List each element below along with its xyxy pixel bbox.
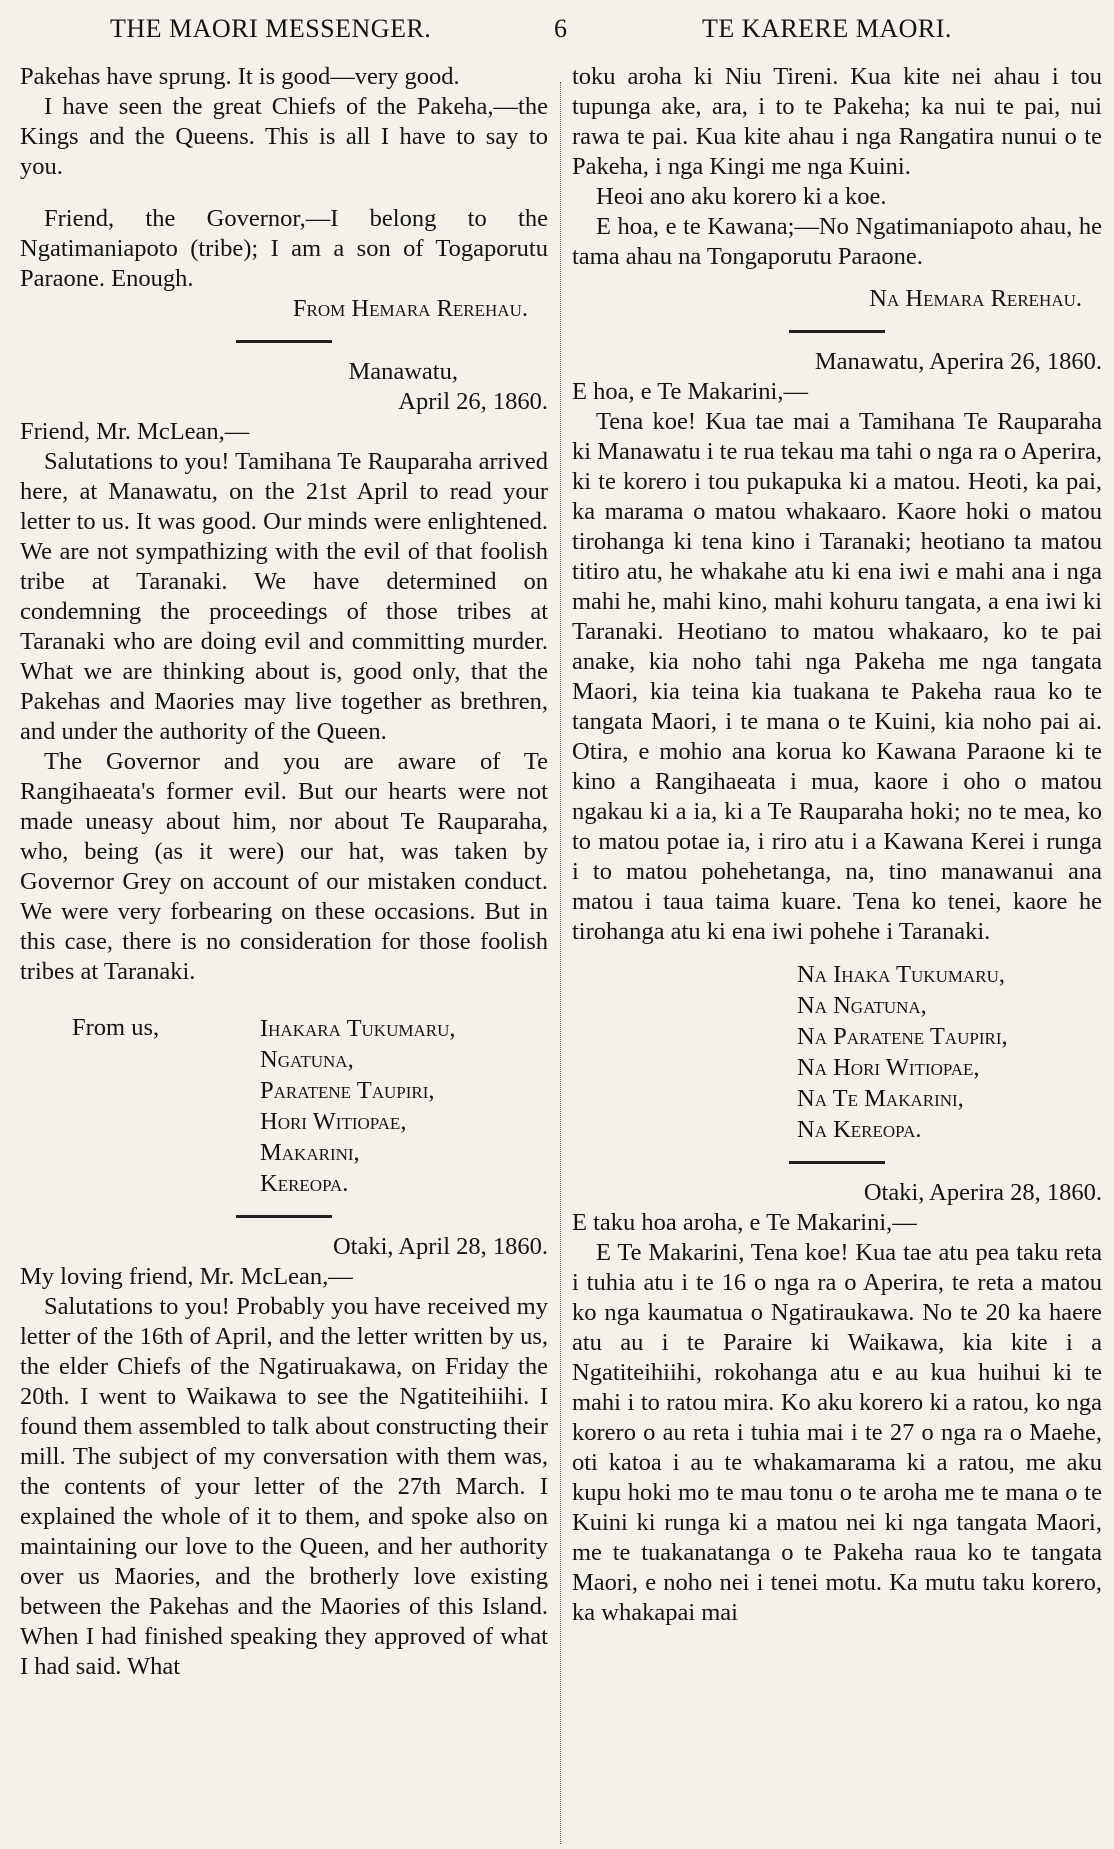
letter2-paragraph: Tena koe! Kua tae mai a Tamihana Te Rauparaha ki Manawatu i te rua tekau ma tahi o nga ra o Aperira, ki te korero i tou pukapuka ki a matou. Heoti, ka pai, ka marama o matou whakaaro. Kaore hoki o matou tirohanga ki tena kino i Taranaki; heotiano ta matou titiro atu, he whakahe atu ki ena iwi e mahi ana i nga mahi he, mahi kino, mahi kohuru tangata, a ena iwi ki Taranaki. Heotiano to matou whakaaro, ko te pai anake, kia noho tahi nga Pakeha me nga tangata Maori, kia teina kia tuakana te Pakeha raua ko te tangata Maori, i te mana o te Kuini, kia noho pai ai. Otira, e mohio ana korua ko Kawana Paraone ki te kino a Rangihaeata i mua, kaore i oho o matou ngakau ki a ia, ki a Te Rauparaha hoki; no te mea, ko to matou potae ia, i riro atu i a Kawana Kerei i runga i to matou pohehetanga, na, tino manawanui ana matou i taua taima kuare. Tena ko tenei, kaore he tirohanga atu ki ena iwi pohehe i Taranaki. <box>572 408 1102 945</box>
letter1-closing-text: Pakehas have sprung. It is good—very good. <box>20 63 460 90</box>
signatory-name: Hori Witiopae, <box>260 1108 407 1135</box>
section-rule <box>789 1161 885 1164</box>
letter2-salutation: E hoa, e Te Makarini,— <box>572 378 808 405</box>
letter2-paragraph: Salutations to you! Tamihana Te Rauparaha arrived here, at Manawatu, on the 21st April to read your letter to us. It was good. Our minds were enlightened. We are not sympathizing with the evil of that foolish tribe at Taranaki. We have determined on condemning the proceedings of those tribes at Taranaki who are doing evil and committing murder. What we are thinking about is, good only, that the Pakehas and Maories may live together as brethren, and under the authority of the Queen. <box>20 448 548 745</box>
page-number: 6 <box>554 14 567 43</box>
signatory-name: Na Te Makarini, <box>797 1085 964 1112</box>
from-us-label: From us, <box>72 1014 160 1041</box>
signatory-name: Ihakara Tukumaru, <box>260 1015 456 1042</box>
letter3-dateline: Otaki, April 28, 1860. <box>332 1233 548 1260</box>
letter2-date: April 26, 1860. <box>398 388 548 415</box>
letter3-paragraph: Salutations to you! Probably you have received my letter of the 16th of April, and the letter written by us, the elder Chiefs of the Ngatiruakawa, on Friday the 20th. I went to Waikawa to see the Ngatiteihiihi. I found them assembled to talk about constructing their mill. The subject of my conversation with them was, the contents of your letter of the 27th March. I explained the whole of it to them, and spoke also on maintaining our love to the Queen, and her authority over us Maories, and the brotherly love existing between the Pakehas and the Maories of this Island. When I had finished speaking they approved of what I had said. What <box>20 1293 548 1680</box>
signatory-list <box>797 959 1102 1145</box>
signatory-name: Makarini, <box>260 1139 360 1166</box>
signatory-name: Kereopa. <box>260 1170 349 1197</box>
letter1-governor-paragraph: Friend, the Governor,—I belong to the Ngatimaniapoto (tribe); I am a son of Togaporutu Paraone. Enough. <box>20 205 548 292</box>
maori-column <box>572 62 1102 1628</box>
signatory-name: Paratene Taupiri, <box>260 1077 435 1104</box>
signatory-name: Na Kereopa. <box>797 1116 922 1143</box>
maori-masthead: TE KARERE MAORI. <box>702 14 952 43</box>
letter2-dateline: Manawatu, Aperira 26, 1860. <box>814 348 1102 375</box>
letter1-paragraph: Heoi ano aku korero ki a koe. <box>596 183 887 210</box>
letter2-place: Manawatu, <box>348 358 458 385</box>
column-divider <box>560 82 561 1844</box>
signatory-name: Na Ihaka Tukumaru, <box>797 961 1005 988</box>
letter1-governor-paragraph: E hoa, e te Kawana;—No Ngatimaniapoto ahau, he tama ahau na Tongaporutu Paraone. <box>572 213 1102 270</box>
signatory-name: Na Ngatuna, <box>797 992 927 1019</box>
letter1-closing-text: toku aroha ki Niu Tireni. Kua kite nei ahau i tou tupunga ake, ara, i to te Pakeha; ka nui te pai, nui rawa te pai. Kua kite ahau i nga Rangatira nunui o te Pakeha, i nga Kingi me nga Kuini. <box>572 63 1102 180</box>
signatory-name: Ngatuna, <box>260 1046 354 1073</box>
page-header <box>0 14 1114 54</box>
signatory-name: Na Paratene Taupiri, <box>797 1023 1008 1050</box>
section-rule <box>236 1215 332 1218</box>
signatory-list <box>260 1013 456 1199</box>
letter3-salutation: My loving friend, Mr. McLean,— <box>20 1263 353 1290</box>
letter1-signature: From Hemara Rerehau. <box>292 295 528 322</box>
letter1-paragraph: I have seen the great Chiefs of the Pakeha,—the Kings and the Queens. This is all I have to say to you. <box>20 93 548 180</box>
section-rule <box>789 330 885 333</box>
letter2-salutation: Friend, Mr. McLean,— <box>20 418 250 445</box>
letter2-signatories <box>20 1013 548 1199</box>
letter3-paragraph: E Te Makarini, Tena koe! Kua tae atu pea taku reta i tuhia atu i te 16 o nga ra o Aperira, te reta a matou ko nga kaumatua o Ngatiraukawa. No te 20 ka haere atu au i te Paraire ki Waikawa, kia kite i a Ngatiteihiihi, rokohanga atu e au kua huihui ki te mahi i to ratou mira. Ko aku korero ki a ratou, ko nga korero o au reta i tuhia mai i te 27 o nga ra o Maehe, oti katoa i au te whakamarama ki a ratou, me aku kupu hoki mo te mau tonu o te aroha me te mana o te Kuini ki runga ki a matou nei ki nga tangata Maori, me te tuakanatanga o te Pakeha raua ko te tangata Maori, e noho nei i tenei motu. Ka mutu taku korero, ka whakapai mai <box>572 1239 1102 1626</box>
letter3-salutation: E taku hoa aroha, e Te Makarini,— <box>572 1209 917 1236</box>
english-column <box>20 62 548 1682</box>
letter1-signature: Na Hemara Rerehau. <box>869 285 1082 312</box>
letter2-paragraph: The Governor and you are aware of Te Rangihaeata's former evil. But our hearts were not made uneasy about him, nor about Te Rauparaha, who, being (as it were) our hat, was taken by Governor Grey on account of our mistaken conduct. We were very forbearing on these occasions. But in this case, there is no consideration for those foolish tribes at Taranaki. <box>20 748 548 985</box>
english-masthead: THE MAORI MESSENGER. <box>110 14 432 43</box>
signatory-name: Na Hori Witiopae, <box>797 1054 980 1081</box>
letter3-dateline: Otaki, Aperira 28, 1860. <box>863 1179 1102 1206</box>
section-rule <box>236 340 332 343</box>
